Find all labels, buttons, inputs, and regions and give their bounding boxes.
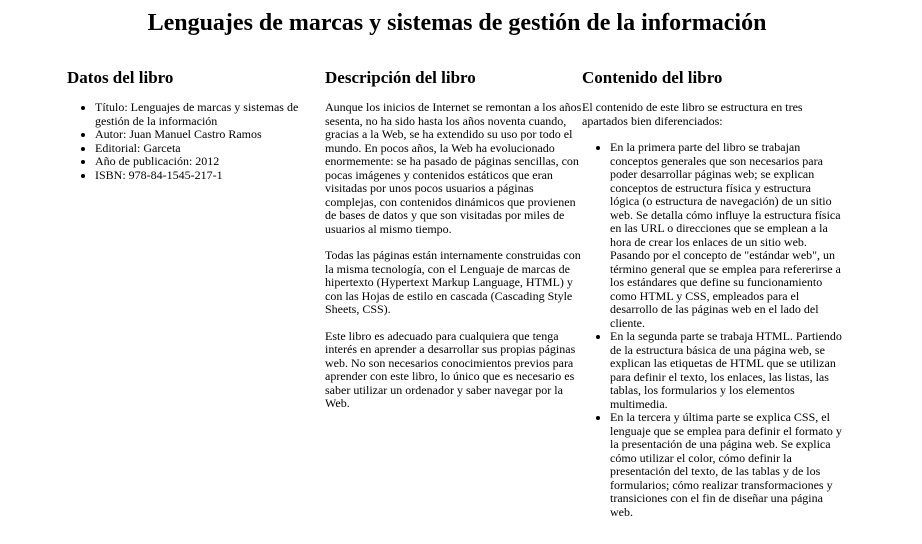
contenido-item: • En la segunda parte se trabaja HTML. Partiendo de la estructura básica de una página web, se explican las etiquetas de HTML que se utilizan para definir el texto, los enlaces, las listas, las tablas, los formularios y los elementos multimedia. <box>610 330 842 411</box>
descripcion-paragraph: Todas las páginas están internamente construidas con la misma tecnología, con el Lenguaje de marcas de hipertexto (Hypertext Markup Language, HTML) y con las Hojas de estilo en cascada (Cascading Style Sheets, CSS). <box>325 248 581 316</box>
contenido-list <box>582 141 842 519</box>
descripcion-section <box>325 68 582 424</box>
descripcion-paragraph: Aunque los inicios de Internet se remontan a los años sesenta, no ha sido hasta los años noventa cuando, gracias a la Web, se ha extendido su uso por todo el mundo. En pocos años, la Web ha evolucionado enormemente: se ha pasado de páginas sencillas, con pocas imágenes y contenidos estáticos que eran visitadas por unos pocos usuarios a páginas complejas, con contenidos dinámicos que provienen de bases de datos y que son visitadas por miles de usuarios al mismo tiempo. <box>325 100 582 236</box>
datos-list <box>67 101 307 182</box>
descripcion-paragraph: Este libro es adecuado para cualquiera que tenga interés en aprender a desarrollar sus propias páginas web. No son necesarios conocimientos previos para aprender con este libro, lo único que es necesario es saber utilizar un ordenador y saber navegar por la Web. <box>325 328 576 410</box>
contenido-intro: El contenido de este libro se estructura en tres apartados bien diferenciados: <box>582 100 803 128</box>
datos-item-anio: • Año de publicación: 2012 <box>95 155 307 169</box>
datos-item-editorial: • Editorial: Garceta <box>95 142 307 156</box>
datos-heading: Datos del libro <box>67 68 174 87</box>
datos-section <box>67 68 307 182</box>
contenido-section <box>582 68 842 519</box>
page-title: Lenguajes de marcas y sistemas de gestión de la información <box>147 10 767 36</box>
datos-item-isbn: • ISBN: 978-84-1545-217-1 <box>95 169 307 183</box>
contenido-item: • En la primera parte del libro se trabajan conceptos generales que son necesarios para poder desarrollar páginas web; se explican conceptos de estructura física y estructura lógica (o estructura de navegación) de un sitio web. Se detalla cómo influye la estructura física en las URL o direcciones que se emplean a la hora de crear los enlaces de un sitio web. Pasando por el concepto de "estándar web", un término general que se emplea para refererirse a los estándares que define su funcionamiento como HTML y CSS, empleados para el desarrollo de las páginas web en el lado del cliente. <box>610 141 842 330</box>
datos-item-titulo: • Título: Lenguajes de marcas y sistemas de gestión de la información <box>95 101 307 128</box>
descripcion-heading: Descripción del libro <box>325 68 476 87</box>
datos-item-autor: • Autor: Juan Manuel Castro Ramos <box>95 128 307 142</box>
contenido-item: • En la tercera y última parte se explica CSS, el lenguaje que se emplea para definir el formato y la presentación de una página web. Se explica cómo utilizar el color, cómo definir la presentación del texto, de las tablas y de los formularios; cómo realizar transformaciones y transiciones con el fin de diseñar una página web. <box>610 411 842 519</box>
contenido-heading: Contenido del libro <box>582 68 723 87</box>
